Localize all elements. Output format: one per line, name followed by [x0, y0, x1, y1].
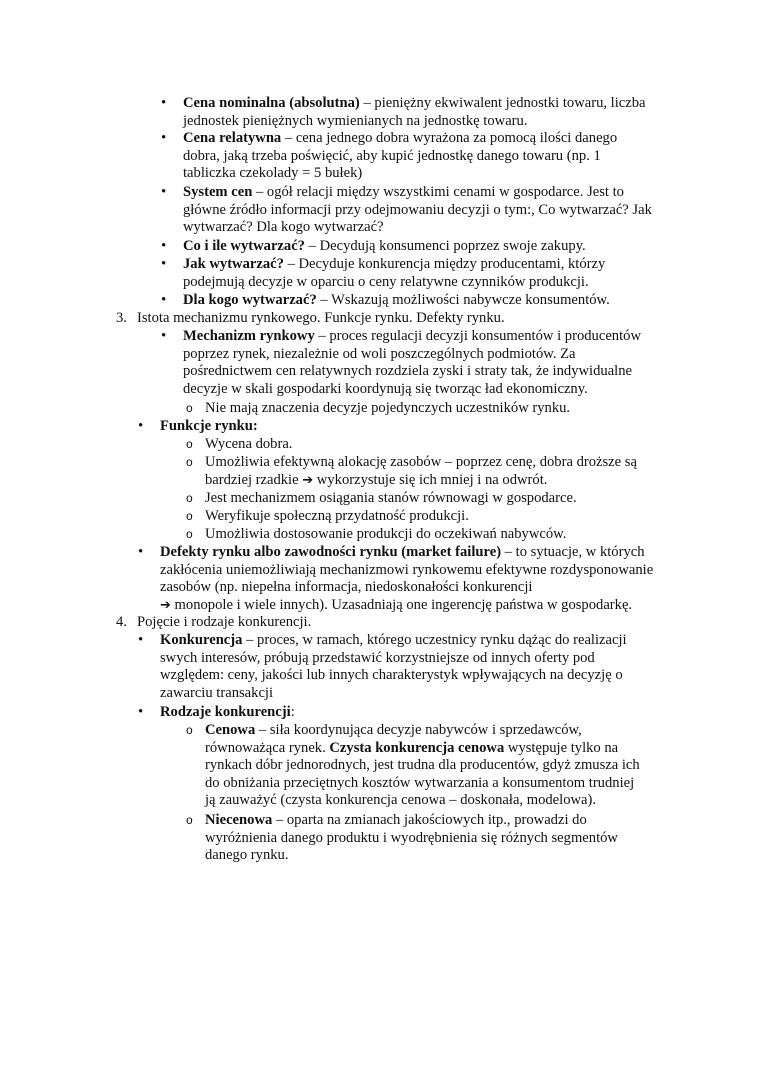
term-co-i-ile: Co i ile wytwarzać? [183, 238, 305, 254]
section-3-heading: Istota mechanizmu rynkowego. Funkcje rynku. Defekty rynku. [137, 310, 505, 326]
arrow-icon: ➔ [160, 597, 171, 613]
funkcje-item-2: Umożliwia efektywną alokację zasobów – poprzez cenę, dobra droższe są bardziej rzadkie ➔ wykorzystuje się ich mniej i na odwrót. [205, 454, 637, 488]
term-niecenowa: Niecenowa [205, 812, 273, 828]
term-defekty-rynku: Defekty rynku albo zawodności rynku (market failure) [160, 544, 502, 560]
item-defekty-rynku: Defekty rynku albo zawodności rynku (market failure) – to sytuacje, w których zakłócenia uniemożliwiają mechanizmowi rynkowemu efektywne rozdysponowanie zasobów (np. niepełna informacja, niedoskonałości konkurencji ➔ monopole i wiele innych). Uzasadniają one ingerencję państwa w gospodarkę. [160, 544, 654, 613]
item-dla-kogo: Dla kogo wytwarzać? – Wskazują możliwości nabywcze konsumentów. [183, 292, 610, 308]
funkcje-item-3: Jest mechanizmem osiągania stanów równowagi w gospodarce. [205, 490, 577, 506]
term-cenowa: Cenowa [205, 722, 256, 738]
section-3-number: 3. [116, 310, 127, 326]
bullet-marker: • [138, 704, 144, 720]
circle-marker: o [186, 455, 193, 469]
funkcje-item-1: Wycena dobra. [205, 436, 293, 452]
bullet-marker: • [138, 544, 144, 560]
item-niecenowa: Niecenowa – oparta na zmianach jakościowych itp., prowadzi do wyróżnienia danego produktu i wyodrębnienia się różnych segmentów danego rynku. [205, 812, 618, 864]
circle-marker: o [186, 437, 193, 451]
item-system-cen: System cen – ogół relacji między wszystkimi cenami w gospodarce. Jest to główne źródło informacji przy odejmowaniu decyzji o tym:, Co wytwarzać? Jak wytwarzać? Dla kogo wytwarzać? [183, 184, 652, 236]
circle-marker: o [186, 527, 193, 541]
term-rodzaje-konkurencji: Rodzaje konkurencji [160, 704, 291, 720]
bullet-marker: • [161, 256, 167, 272]
term-cena-nominalna: Cena nominalna (absolutna) [183, 95, 360, 111]
item-jak-wytwarzac: Jak wytwarzać? – Decyduje konkurencja między producentami, którzy podejmują decyzje w oparciu o ceny relatywne czynników produkcji. [183, 256, 606, 290]
term-mechanizm-rynkowy: Mechanizm rynkowy [183, 328, 315, 344]
term-czysta-konkurencja: Czysta konkurencja cenowa [329, 739, 505, 756]
item-mechanizm-rynkowy: Mechanizm rynkowy – proces regulacji decyzji konsumentów i producentów poprzez rynek, niezależnie od woli poszczególnych podmiotów. Za pośrednictwem cen relatywnych rozdziela zyski i straty tak, że indywidualne decyzje w skali gospodarki koordynują się tworząc ład ekonomiczny. [183, 328, 641, 397]
bullet-marker: • [161, 130, 167, 146]
circle-marker: o [186, 491, 193, 505]
term-system-cen: System cen [183, 184, 253, 200]
item-cena-relatywna: Cena relatywna – cena jednego dobra wyrażona za pomocą ilości danego dobra, jaką trzeba poświęcić, aby kupić jednostkę danego towaru (np. 1 tabliczka czekolady = 5 bułek) [183, 130, 618, 182]
bullet-marker: • [161, 184, 167, 200]
funkcje-item-5: Umożliwia dostosowanie produkcji do oczekiwań nabywców. [205, 526, 567, 542]
bullet-marker: • [161, 238, 167, 254]
section-4-heading: Pojęcie i rodzaje konkurencji. [137, 614, 312, 630]
bullet-marker: • [138, 632, 144, 648]
item-cenowa: Cenowa – siła koordynująca decyzje nabywców i sprzedawców, równoważąca rynek. Czysta konkurencja cenowa występuje tylko na rynkach dóbr jednorodnych, jest trudna dla producentów, gdyż zmusza ich do obniżania przeciętnych kosztów wytwarzania a konsumentom trudniej ją zauważyć (czysta konkurencja cenowa – doskonała, modelowa). [205, 722, 640, 809]
term-funkcje-rynku: Funkcje rynku: [160, 418, 258, 434]
item-cena-nominalna: Cena nominalna (absolutna) – pieniężny ekwiwalent jednostki towaru, liczba jednostek pieniężnych wymienianych na jednostkę towaru. [183, 95, 646, 129]
term-dla-kogo: Dla kogo wytwarzać? [183, 292, 317, 308]
item-co-i-ile: Co i ile wytwarzać? – Decydują konsumenci poprzez swoje zakupy. [183, 238, 586, 254]
funkcje-item-4: Weryfikuje społeczną przydatność produkcji. [205, 508, 469, 524]
term-konkurencja: Konkurencja [160, 632, 243, 648]
item-konkurencja: Konkurencja – proces, w ramach, którego uczestnicy rynku dążąc do realizacji swych interesów, próbują przedstawić korzystniejsze od innych oferty pod względem: ceny, jakości lub innych charakterystyk wpływających na decyzję o zawarciu transakcji [160, 632, 627, 701]
term-cena-relatywna: Cena relatywna [183, 130, 282, 146]
bullet-marker: • [161, 95, 167, 111]
item-funkcje-rynku [160, 418, 680, 436]
arrow-icon: ➔ [302, 472, 314, 488]
bullet-marker: • [161, 328, 167, 344]
term-jak-wytwarzac: Jak wytwarzać? [183, 256, 284, 272]
section-4-number: 4. [116, 614, 127, 630]
item-rodzaje-konkurencji: Rodzaje konkurencji: [160, 704, 295, 720]
circle-marker: o [186, 813, 193, 827]
item-mechanizm-sub: Nie mają znaczenia decyzje pojedynczych uczestników rynku. [205, 400, 571, 416]
circle-marker: o [186, 509, 193, 523]
bullet-marker: • [138, 418, 144, 434]
circle-marker: o [186, 401, 193, 415]
bullet-marker: • [161, 292, 167, 308]
circle-marker: o [186, 723, 193, 737]
